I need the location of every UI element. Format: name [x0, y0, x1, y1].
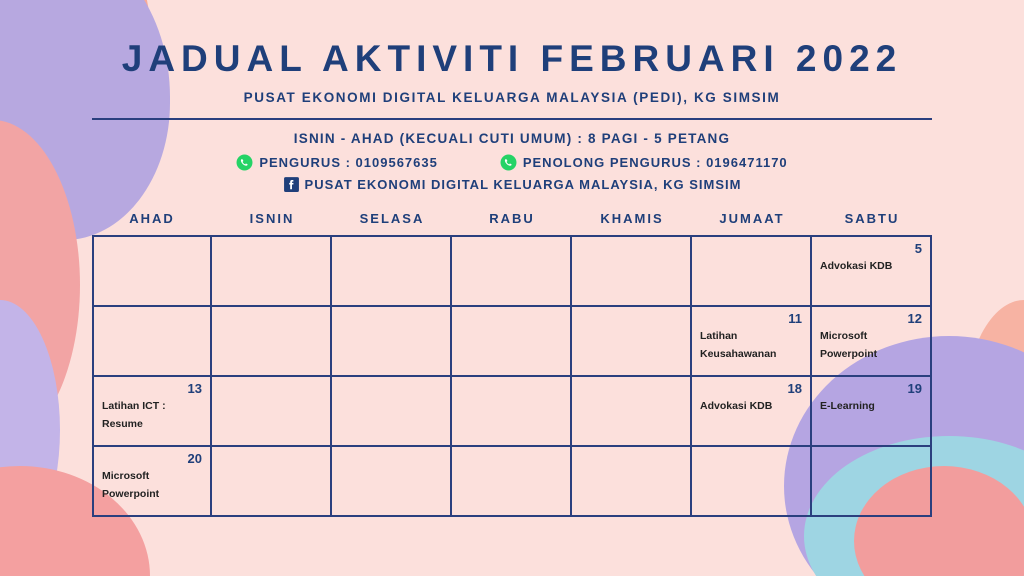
event-label: Microsoft Powerpoint	[102, 470, 160, 500]
facebook-icon	[283, 176, 300, 193]
calendar-cell	[452, 377, 572, 445]
calendar-cell	[452, 307, 572, 375]
activity-calendar	[92, 207, 932, 517]
event-label: Microsoft Powerpoint	[820, 330, 878, 360]
whatsapp-icon	[236, 154, 253, 171]
calendar-cell	[332, 447, 452, 515]
calendar-body	[92, 237, 932, 517]
calendar-day-headers	[92, 207, 932, 237]
calendar-week-row	[92, 237, 932, 307]
day-header-selasa: SELASA	[359, 211, 425, 226]
calendar-cell	[92, 307, 212, 375]
calendar-cell	[212, 377, 332, 445]
calendar-cell	[452, 447, 572, 515]
calendar-week-row	[92, 377, 932, 447]
calendar-cell	[92, 237, 212, 305]
calendar-cell	[812, 447, 932, 515]
calendar-cell	[812, 237, 932, 305]
calendar-cell	[212, 307, 332, 375]
event-label: Advokasi KDB	[700, 400, 773, 412]
calendar-cell	[92, 447, 212, 515]
page-subtitle: PUSAT EKONOMI DIGITAL KELUARGA MALAYSIA (PEDI), KG SIMSIM	[243, 90, 781, 105]
day-header-khamis: KHAMIS	[600, 211, 664, 226]
event-label: Latihan Keusahawanan	[700, 330, 777, 360]
day-header-ahad: AHAD	[129, 211, 175, 226]
event-label: E-Learning	[820, 400, 875, 412]
facebook-page-label: PUSAT EKONOMI DIGITAL KELUARGA MALAYSIA, KG SIMSIM	[304, 177, 742, 192]
day-header-jumaat: JUMAAT	[719, 211, 785, 226]
calendar-cell	[812, 377, 932, 445]
contact-assistant-manager-label: PENOLONG PENGURUS : 0196471170	[522, 155, 788, 170]
calendar-cell	[692, 447, 812, 515]
day-header-sabtu: SABTU	[844, 211, 900, 226]
calendar-cell	[692, 307, 812, 375]
calendar-cell	[212, 237, 332, 305]
event-label: Latihan ICT : Resume	[102, 400, 166, 430]
calendar-cell	[332, 237, 452, 305]
calendar-cell	[332, 307, 452, 375]
day-header-rabu: RABU	[489, 211, 535, 226]
divider	[92, 118, 932, 120]
contact-manager	[236, 154, 438, 171]
day-number: 11	[788, 311, 802, 326]
event-label: Advokasi KDB	[820, 260, 893, 272]
calendar-cell	[332, 377, 452, 445]
day-number: 19	[907, 381, 922, 396]
day-number: 18	[787, 381, 802, 396]
day-number: 20	[187, 451, 202, 466]
calendar-cell	[212, 447, 332, 515]
calendar-cell	[452, 237, 572, 305]
calendar-cell	[572, 237, 692, 305]
calendar-cell	[692, 377, 812, 445]
calendar-cell	[572, 377, 692, 445]
whatsapp-icon	[500, 154, 517, 171]
calendar-week-row	[92, 447, 932, 517]
calendar-week-row	[92, 307, 932, 377]
day-number: 5	[914, 241, 922, 256]
contact-assistant-manager	[500, 154, 788, 171]
calendar-cell	[572, 307, 692, 375]
day-number: 12	[907, 311, 922, 326]
calendar-cell	[92, 377, 212, 445]
facebook-page	[0, 176, 1024, 193]
day-header-isnin: ISNIN	[249, 211, 295, 226]
calendar-cell	[692, 237, 812, 305]
calendar-cell	[572, 447, 692, 515]
contact-list	[0, 154, 1024, 171]
contact-manager-label: PENGURUS : 0109567635	[259, 155, 438, 170]
day-number: 13	[187, 381, 202, 396]
calendar-cell	[812, 307, 932, 375]
page-title: JADUAL AKTIVITI FEBRUARI 2022	[121, 38, 903, 79]
operating-hours: ISNIN - AHAD (KECUALI CUTI UMUM) : 8 PAGI - 5 PETANG	[293, 131, 731, 146]
